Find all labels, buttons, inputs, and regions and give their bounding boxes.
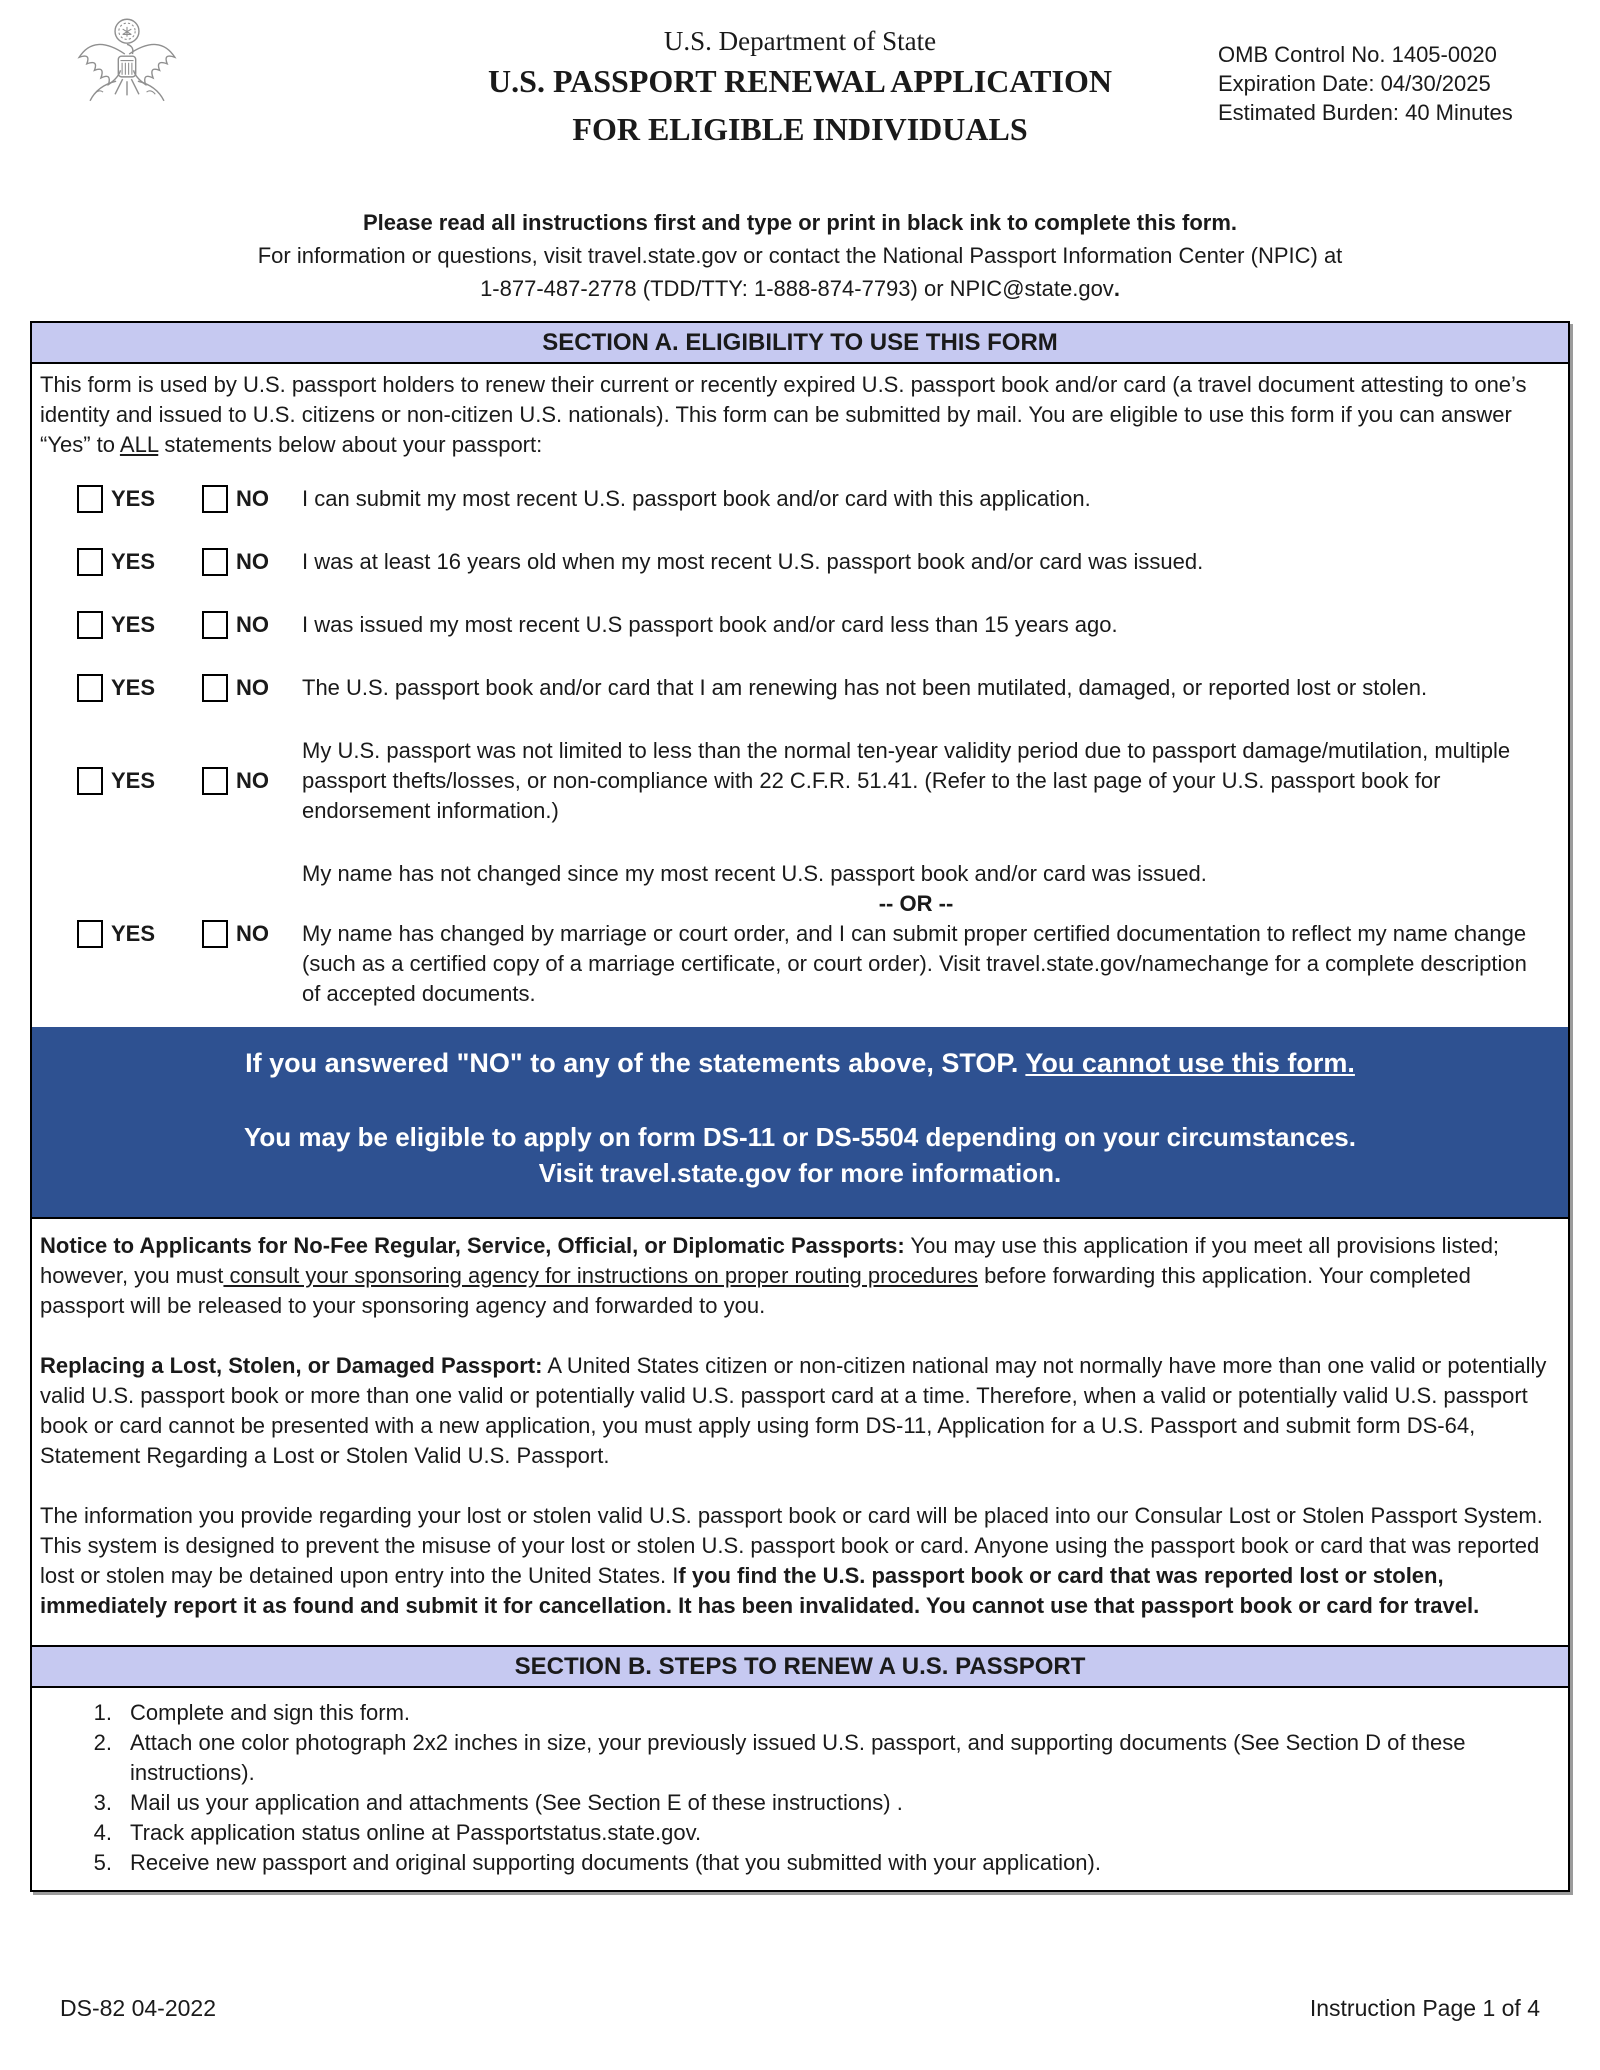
or-separator: -- OR --: [878, 891, 954, 916]
step-number: 4.: [93, 1820, 112, 1845]
step-number: 2.: [93, 1730, 112, 1755]
stop-line-2: You may be eligible to apply on form DS-11 or DS-5504 depending on your circumstances.: [244, 1122, 1356, 1152]
step-text: Attach one color photograph 2x2 inches in size, your previously issued U.S. passport, and supporting documents (See Section D of these instructions).: [130, 1730, 1466, 1785]
yes-option: [77, 548, 202, 576]
step-item-4: [32, 1818, 1548, 1848]
yes-option: [77, 920, 202, 948]
yes-label: YES: [111, 675, 156, 700]
yes-option: [77, 674, 202, 702]
form-title-line2: FOR ELIGIBLE INDIVIDUALS: [572, 111, 1028, 147]
no-label: NO: [236, 921, 269, 946]
statement-text: I was issued my most recent U.S passport book and/or card less than 15 years ago.: [302, 612, 1118, 637]
great-seal-icon: [72, 16, 182, 116]
no-checkbox[interactable]: [202, 611, 228, 639]
yes-checkbox[interactable]: [77, 485, 103, 513]
eligibility-statements: [32, 464, 1568, 1027]
intro-contact-text: 1-877-487-2778 (TDD/TTY: 1-888-874-7793) or NPIC@state.gov: [480, 276, 1114, 301]
notice-lost-stolen-system: [40, 1501, 1558, 1621]
eligibility-row-4: [77, 673, 1530, 703]
statement-text: I was at least 16 years old when my most recent U.S. passport book and/or card was issued.: [302, 549, 1204, 574]
no-option: [202, 611, 302, 639]
section-b-header: SECTION B. STEPS TO RENEW A U.S. PASSPORT: [32, 1645, 1568, 1688]
notice3-text: The information you provide regarding your lost or stolen valid U.S. passport book or card will be placed into our Consular Lost or Stolen Passport System. This system is designed to prevent the misuse of your lost or stolen U.S. passport book or card. Anyone using the passport book or card that was reported lost or stolen may be detained upon entry into the United States. I: [40, 1503, 1543, 1588]
section-a-intro-part2: statements below about your passport:: [158, 432, 543, 457]
yes-option: [77, 485, 202, 513]
statement-name-unchanged: My name has not changed since my most recent U.S. passport book and/or card was issued.: [302, 861, 1207, 886]
stop-line-1-text: If you answered "NO" to any of the statements above, STOP.: [245, 1048, 1026, 1078]
statement-text: My U.S. passport was not limited to less than the normal ten-year validity period due to passport damage/mutilation, multiple passport thefts/losses, or non-compliance with 22 C.F.R. 51.41. (Refer to the last page of your U.S. passport book for endorsement information.): [302, 738, 1511, 823]
eligibility-row-5: [77, 736, 1530, 826]
step-number: 5.: [93, 1850, 112, 1875]
form-body-box: [30, 321, 1570, 1892]
step-item-3: [32, 1788, 1548, 1818]
form-title-line1: U.S. PASSPORT RENEWAL APPLICATION: [488, 63, 1112, 99]
step-item-5: [32, 1848, 1548, 1878]
yes-option: [77, 611, 202, 639]
step-text: Track application status online at Passportstatus.state.gov.: [130, 1820, 702, 1845]
section-a-intro-all: ALL: [119, 432, 159, 457]
no-option: [202, 548, 302, 576]
statement-text-name-change: [302, 859, 1530, 1009]
eligibility-row-6: [77, 859, 1530, 1009]
omb-control-number: OMB Control No. 1405-0020: [1218, 42, 1497, 67]
no-option: [202, 920, 302, 948]
no-label: NO: [236, 486, 269, 511]
form-number: DS-82 04-2022: [60, 1995, 216, 2021]
no-label: NO: [236, 549, 269, 574]
notice-replacing-passport: [40, 1351, 1558, 1471]
section-a-header: SECTION A. ELIGIBILITY TO USE THIS FORM: [32, 323, 1568, 364]
yes-label: YES: [111, 921, 156, 946]
intro-contact-period: .: [1113, 276, 1120, 301]
agency-name: U.S. Department of State: [663, 26, 937, 56]
no-checkbox[interactable]: [202, 674, 228, 702]
stop-warning-box: [32, 1027, 1568, 1217]
notice1-bold: Notice to Applicants for No-Fee Regular, Service, Official, or Diplomatic Passports:: [40, 1233, 905, 1258]
stop-line-1-underline: You cannot use this form.: [1025, 1048, 1355, 1078]
no-label: NO: [236, 612, 269, 637]
form-instructions-intro: [0, 206, 1600, 305]
no-option: [202, 767, 302, 795]
intro-info-line: For information or questions, visit travel.state.gov or contact the National Passport Information Center (NPIC) at: [257, 243, 1343, 268]
no-option: [202, 485, 302, 513]
yes-label: YES: [111, 549, 156, 574]
no-checkbox[interactable]: [202, 548, 228, 576]
notice2-text: A United States citizen or non-citizen national may not normally have more than one valid or potentially valid U.S. passport book or more than one valid or potentially valid U.S. passport card at a time. Therefore, when a valid or potentially valid U.S. passport book or card cannot be presented with a new application, you must apply using form DS-11, Application for a U.S. Passport and submit form DS-64, Statement Regarding a Lost or Stolen Valid U.S. Passport.: [40, 1353, 1547, 1468]
statement-text: The U.S. passport book and/or card that I am renewing has not been mutilated, damaged, or reported lost or stolen.: [302, 675, 1428, 700]
page-number-label: Instruction Page 1 of 4: [1309, 1995, 1540, 2021]
omb-expiration-date: Expiration Date: 04/30/2025: [1218, 71, 1491, 96]
eligibility-row-2: [77, 547, 1530, 577]
no-option: [202, 674, 302, 702]
no-checkbox[interactable]: [202, 767, 228, 795]
notices-section: [32, 1217, 1568, 1645]
yes-checkbox[interactable]: [77, 674, 103, 702]
step-item-1: [32, 1698, 1548, 1728]
page-footer: [60, 1995, 1540, 2022]
statement-text: I can submit my most recent U.S. passport book and/or card with this application.: [302, 486, 1091, 511]
notice1-post: before forwarding this application. Your completed passport will be released to your sponsoring agency and forwarded to you.: [40, 1263, 1471, 1318]
renewal-steps-list: [32, 1688, 1568, 1890]
statement-name-changed: My name has changed by marriage or court order, and I can submit proper certified documentation to reflect my name change (such as a certified copy of a marriage certificate, or court order). Visit travel.state.gov/namechange for a complete description of accepted documents.: [302, 921, 1527, 1006]
yes-checkbox[interactable]: [77, 611, 103, 639]
section-a-intro-paragraph: [32, 364, 1568, 464]
notice2-bold: Replacing a Lost, Stolen, or Damaged Passport:: [40, 1353, 543, 1378]
intro-bold-line: Please read all instructions first and type or print in black ink to complete this form.: [362, 210, 1238, 235]
eligibility-row-3: [77, 610, 1530, 640]
intro-contact-line: [0, 272, 1600, 305]
omb-estimated-burden: Estimated Burden: 40 Minutes: [1218, 100, 1513, 125]
section-a-intro-part1: This form is used by U.S. passport holders to renew their current or recently expired U.S. passport book and/or card (a travel document attesting to one’s identity and issued to U.S. citizens or non-citizen U.S. nationals). This form can be submitted by mail. You are eligible to use this form if you can answer “Yes” to: [40, 372, 1527, 457]
step-text: Mail us your application and attachments (See Section E of these instructions) .: [130, 1790, 903, 1815]
stop-line-3: Visit travel.state.gov for more information.: [538, 1158, 1062, 1188]
step-number: 1.: [93, 1700, 112, 1725]
form-header: [0, 0, 1600, 178]
no-checkbox[interactable]: [202, 920, 228, 948]
notice-no-fee-passports: [40, 1231, 1558, 1321]
no-label: NO: [236, 675, 269, 700]
yes-checkbox[interactable]: [77, 548, 103, 576]
omb-block: [1218, 40, 1568, 127]
no-checkbox[interactable]: [202, 485, 228, 513]
yes-label: YES: [111, 612, 156, 637]
yes-checkbox[interactable]: [77, 920, 103, 948]
yes-option: [77, 767, 202, 795]
step-number: 3.: [93, 1790, 112, 1815]
eligibility-row-1: [77, 484, 1530, 514]
yes-label: YES: [111, 486, 156, 511]
no-label: NO: [236, 768, 269, 793]
step-text: Complete and sign this form.: [130, 1700, 411, 1725]
yes-label: YES: [111, 768, 156, 793]
notice3-bold: f you find the U.S. passport book or card that was reported lost or stolen, immediately report it as found and submit it for cancellation. It has been invalidated. You cannot use that passport book or card for travel.: [40, 1563, 1480, 1618]
step-text: Receive new passport and original supporting documents (that you submitted with your application).: [130, 1850, 1101, 1875]
notice1-underline: consult your sponsoring agency for instructions on proper routing procedures: [223, 1263, 978, 1288]
notice1-pre: You may use this application if you meet all provisions listed; however, you must: [40, 1233, 1500, 1288]
yes-checkbox[interactable]: [77, 767, 103, 795]
step-item-2: [32, 1728, 1548, 1788]
stop-line-1: [72, 1045, 1528, 1081]
